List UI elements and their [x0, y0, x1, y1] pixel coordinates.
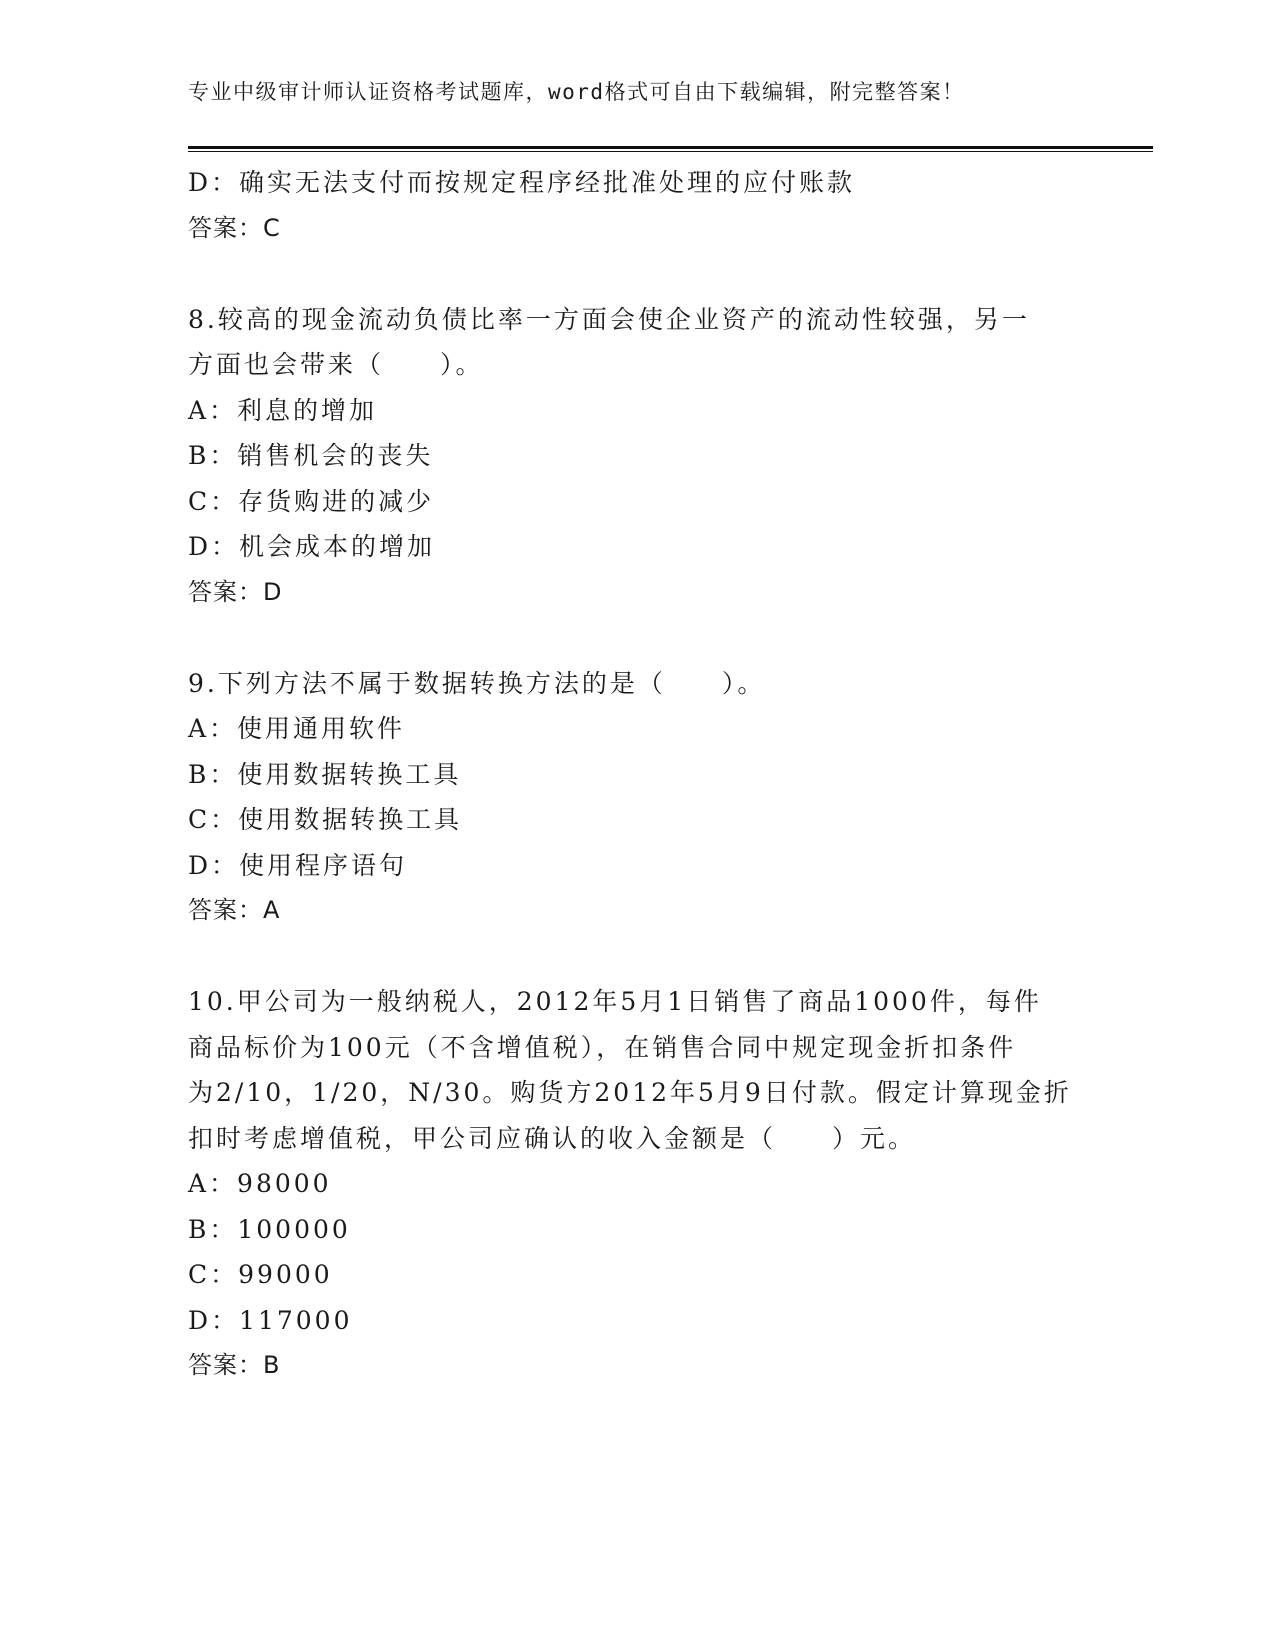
q9-option-b: B：使用数据转换工具 [188, 759, 462, 789]
q10-option-d: D：117000 [188, 1305, 353, 1335]
q8-stem-line-1: 8.较高的现金流动负债比率一方面会使企业资产的流动性较强，另一 [188, 304, 1030, 334]
q9-option-d: D：使用程序语句 [188, 850, 408, 880]
q8-stem-line-2: 方面也会带来（ ）。 [188, 350, 484, 379]
q10-stem-line-2: 商品标价为100元（不含增值税），在销售合同中规定现金折扣条件 [188, 1032, 1017, 1062]
q10-stem-line-4: 扣时考虑增值税，甲公司应确认的收入金额是（ ）元。 [188, 1123, 917, 1153]
spacer [188, 615, 1088, 661]
question-content [188, 160, 1088, 1389]
q7-option-d: D：确实无法支付而按规定程序经批准处理的应付账款 [188, 168, 856, 197]
spacer [188, 934, 1088, 980]
q10-option-a: A：98000 [188, 1169, 332, 1198]
q10-answer: 答案：B [188, 1351, 281, 1379]
q9-option-a: A：使用通用软件 [188, 714, 406, 743]
q10-option-c: C：99000 [188, 1260, 333, 1289]
q8-option-b: B：销售机会的丧失 [188, 441, 434, 470]
q7-answer: 答案：C [188, 213, 281, 242]
q9-option-c: C：使用数据转换工具 [188, 805, 463, 834]
q10-stem-line-3: 为2/10，1/20，N/30。购货方2012年5月9日付款。假定计算现金折 [188, 1078, 1072, 1107]
q10-stem-line-1: 10.甲公司为一般纳税人，2012年5月1日销售了商品1000件，每件 [188, 987, 1042, 1016]
q9-answer: 答案：A [188, 896, 281, 924]
header-divider-thin [188, 151, 1153, 152]
spacer [188, 251, 1088, 297]
q8-option-a: A：利息的增加 [188, 395, 378, 425]
q9-stem-line-1: 9.下列方法不属于数据转换方法的是（ ）。 [188, 668, 766, 698]
header-divider-thick [188, 146, 1153, 149]
q10-option-b: B：100000 [188, 1214, 351, 1244]
q8-answer: 答案：D [188, 577, 283, 606]
q8-option-c: C：存货购进的减少 [188, 486, 435, 516]
page-header: 专业中级审计师认证资格考试题库，word格式可自由下载编辑，附完整答案！ [188, 80, 965, 104]
q8-option-d: D：机会成本的增加 [188, 532, 436, 561]
